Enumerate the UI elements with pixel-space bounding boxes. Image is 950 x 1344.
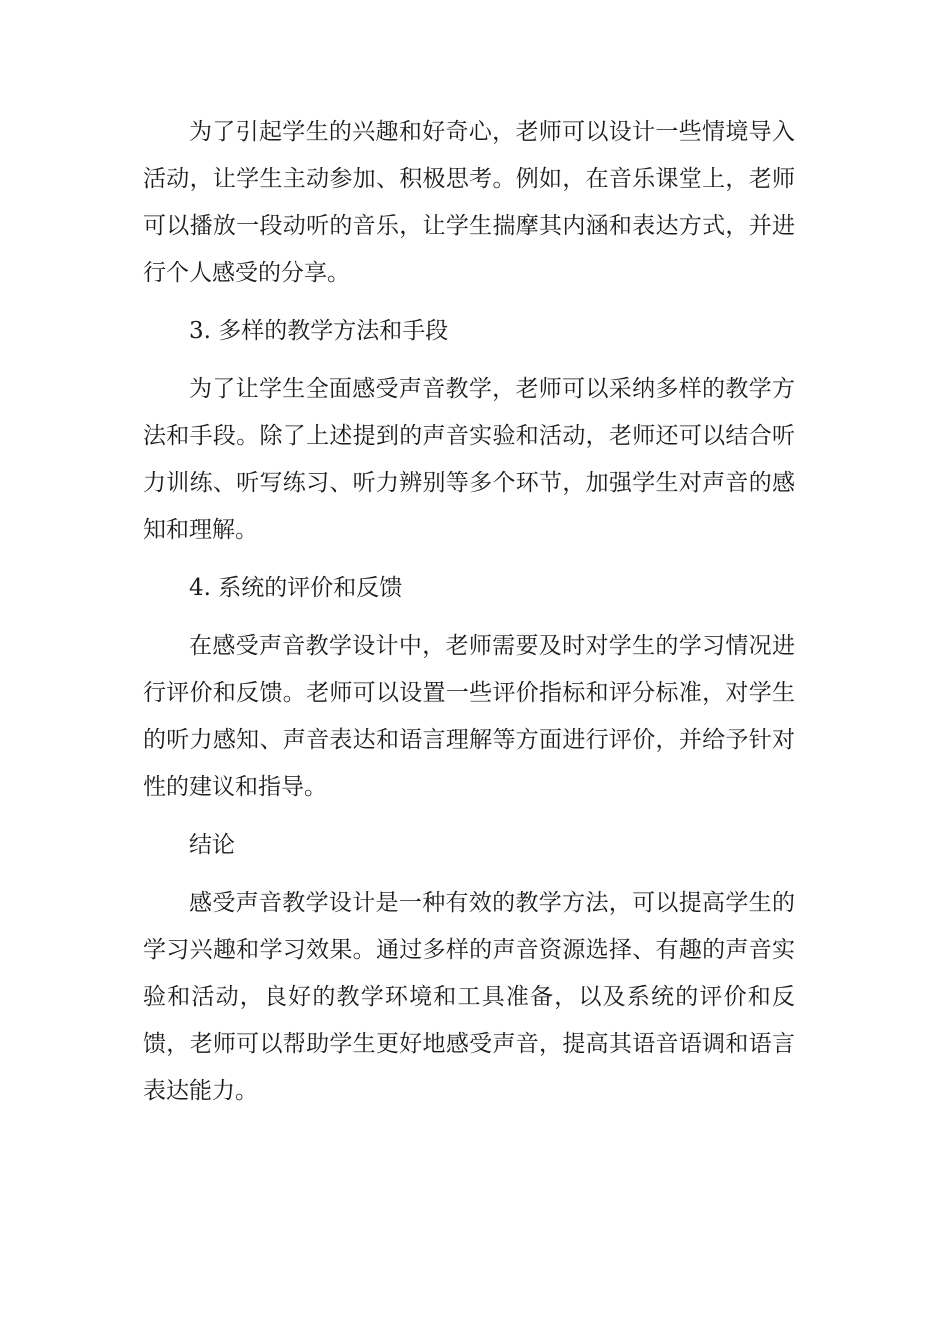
section-heading-4: 4. 系统的评价和反馈	[189, 575, 403, 601]
paragraph-conclusion: 感受声音教学设计是一种有效的教学方法，可以提高学生的学习兴趣和学习效果。通过多样的声音资源选择、有趣的声音实验和活动，良好的教学环境和工具准备，以及系统的评价和反馈，老师可以帮助学生更好地感受声音，提高其语音语调和语言表达能力。	[143, 890, 795, 1104]
section-heading-conclusion: 结论	[189, 832, 235, 858]
document-body	[143, 109, 795, 1126]
section-heading-3: 3. 多样的教学方法和手段	[189, 318, 449, 344]
paragraph-evaluation-feedback: 在感受声音教学设计中，老师需要及时对学生的学习情况进行评价和反馈。老师可以设置一些评价指标和评分标准，对学生的听力感知、声音表达和语言理解等方面进行评价，并给予针对性的建议和指导。	[143, 633, 795, 800]
paragraph-intro-activities: 为了引起学生的兴趣和好奇心，老师可以设计一些情境导入活动，让学生主动参加、积极思考。例如，在音乐课堂上，老师可以播放一段动听的音乐，让学生揣摩其内涵和表达方式，并进行个人感受的分享。	[143, 119, 795, 286]
paragraph-teaching-methods: 为了让学生全面感受声音教学，老师可以采纳多样的教学方法和手段。除了上述提到的声音实验和活动，老师还可以结合听力训练、听写练习、听力辨别等多个环节，加强学生对声音的感知和理解。	[143, 376, 795, 543]
